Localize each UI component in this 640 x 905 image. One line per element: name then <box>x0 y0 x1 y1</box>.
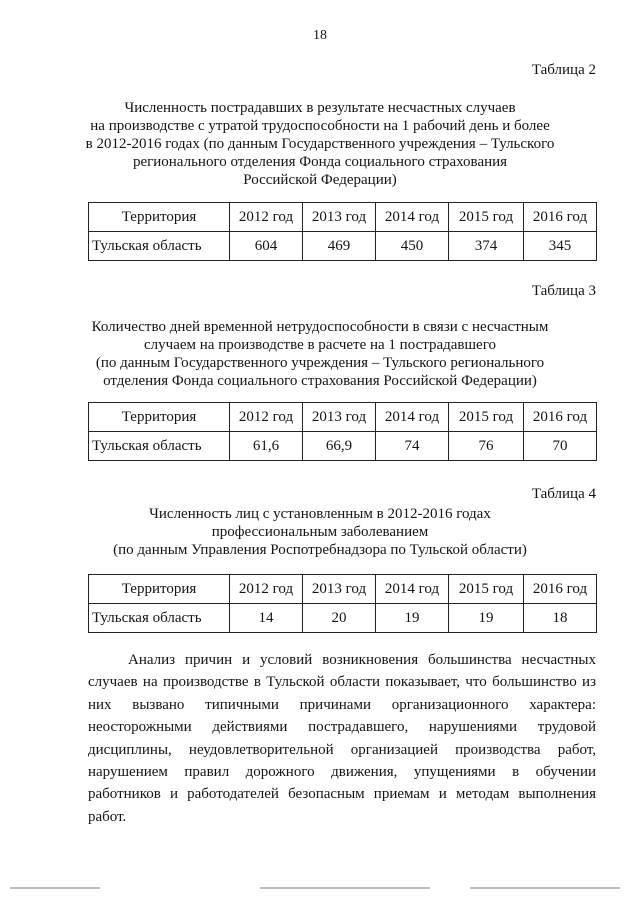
table-header-row <box>89 403 597 432</box>
value-cell: 18 <box>524 604 597 633</box>
table-3-label: Таблица 3 <box>531 283 596 299</box>
table-2-label: Таблица 2 <box>531 62 596 78</box>
value-cell: 450 <box>376 232 449 261</box>
header-cell: 2013 год <box>303 203 376 232</box>
header-cell: 2016 год <box>524 403 597 432</box>
table-4-caption <box>70 505 570 559</box>
header-cell: 2015 год <box>449 403 524 432</box>
value-cell: 604 <box>230 232 303 261</box>
value-cell: 66,9 <box>303 432 376 461</box>
value-cell: 19 <box>449 604 524 633</box>
table-4 <box>88 574 597 633</box>
territory-cell: Тульская область <box>89 604 230 633</box>
table-header-row <box>89 575 597 604</box>
value-cell: 74 <box>376 432 449 461</box>
header-cell: 2014 год <box>376 403 449 432</box>
table-3-caption <box>70 318 570 390</box>
header-cell: 2014 год <box>376 203 449 232</box>
caption-line: отделения Фонда социального страхования Российской Федерации) <box>103 373 537 389</box>
header-cell: 2012 год <box>230 575 303 604</box>
header-cell: 2014 год <box>376 575 449 604</box>
analysis-paragraph <box>88 649 596 828</box>
page-number: 18 <box>313 28 327 43</box>
caption-line: профессиональным заболеванием <box>211 524 429 540</box>
table-row <box>89 232 597 261</box>
table-row <box>89 432 597 461</box>
header-cell: 2013 год <box>303 403 376 432</box>
scan-artifact <box>470 887 620 889</box>
value-cell: 14 <box>230 604 303 633</box>
caption-line: на производстве с утратой трудоспособности на 1 рабочий день и более <box>90 118 550 134</box>
header-cell: Территория <box>89 575 230 604</box>
territory-cell: Тульская область <box>89 232 230 261</box>
caption-line: (по данным Управления Роспотребнадзора по Тульской области) <box>113 542 527 558</box>
scan-artifact <box>10 887 100 889</box>
table-3 <box>88 402 597 461</box>
header-cell: 2015 год <box>449 575 524 604</box>
scan-artifact <box>260 887 430 889</box>
value-cell: 345 <box>524 232 597 261</box>
caption-line: Численность лиц с установленным в 2012-2016 годах <box>149 506 491 522</box>
table-2-caption <box>70 99 570 189</box>
caption-line: (по данным Государственного учреждения – Тульского регионального <box>95 355 545 371</box>
caption-line: Российской Федерации) <box>243 172 397 188</box>
header-cell: Территория <box>89 203 230 232</box>
territory-cell: Тульская область <box>89 432 230 461</box>
table-header-row <box>89 203 597 232</box>
caption-line: в 2012-2016 годах (по данным Государственного учреждения – Тульского <box>85 136 555 152</box>
caption-line: Количество дней временной нетрудоспособности в связи с несчастным <box>91 319 549 335</box>
value-cell: 76 <box>449 432 524 461</box>
value-cell: 61,6 <box>230 432 303 461</box>
caption-line: регионального отделения Фонда социального страхования <box>132 154 508 170</box>
caption-line: Численность пострадавших в результате несчастных случаев <box>124 100 516 116</box>
value-cell: 70 <box>524 432 597 461</box>
table-4-label: Таблица 4 <box>531 486 596 502</box>
header-cell: 2016 год <box>524 203 597 232</box>
value-cell: 19 <box>376 604 449 633</box>
header-cell: 2012 год <box>230 403 303 432</box>
header-cell: 2013 год <box>303 575 376 604</box>
value-cell: 374 <box>449 232 524 261</box>
header-cell: Территория <box>89 403 230 432</box>
table-2 <box>88 202 597 261</box>
analysis-paragraph-text: Анализ причин и условий возникновения большинства несчастных случаев на производстве в Тульской области показывает, что большинство из них вызвано типичными причинами организационного характера: неосторожными действиями пострадавшего, нарушениями трудовой дисциплины, неудовлетворительной организацией производства работ, нарушением правил дорожного движения, упущениями в обучении работников и работодателей безопасным приемам и методам выполнения работ. <box>88 652 596 825</box>
value-cell: 20 <box>303 604 376 633</box>
header-cell: 2012 год <box>230 203 303 232</box>
table-row <box>89 604 597 633</box>
header-cell: 2016 год <box>524 575 597 604</box>
header-cell: 2015 год <box>449 203 524 232</box>
caption-line: случаем на производстве в расчете на 1 пострадавшего <box>144 337 496 353</box>
value-cell: 469 <box>303 232 376 261</box>
